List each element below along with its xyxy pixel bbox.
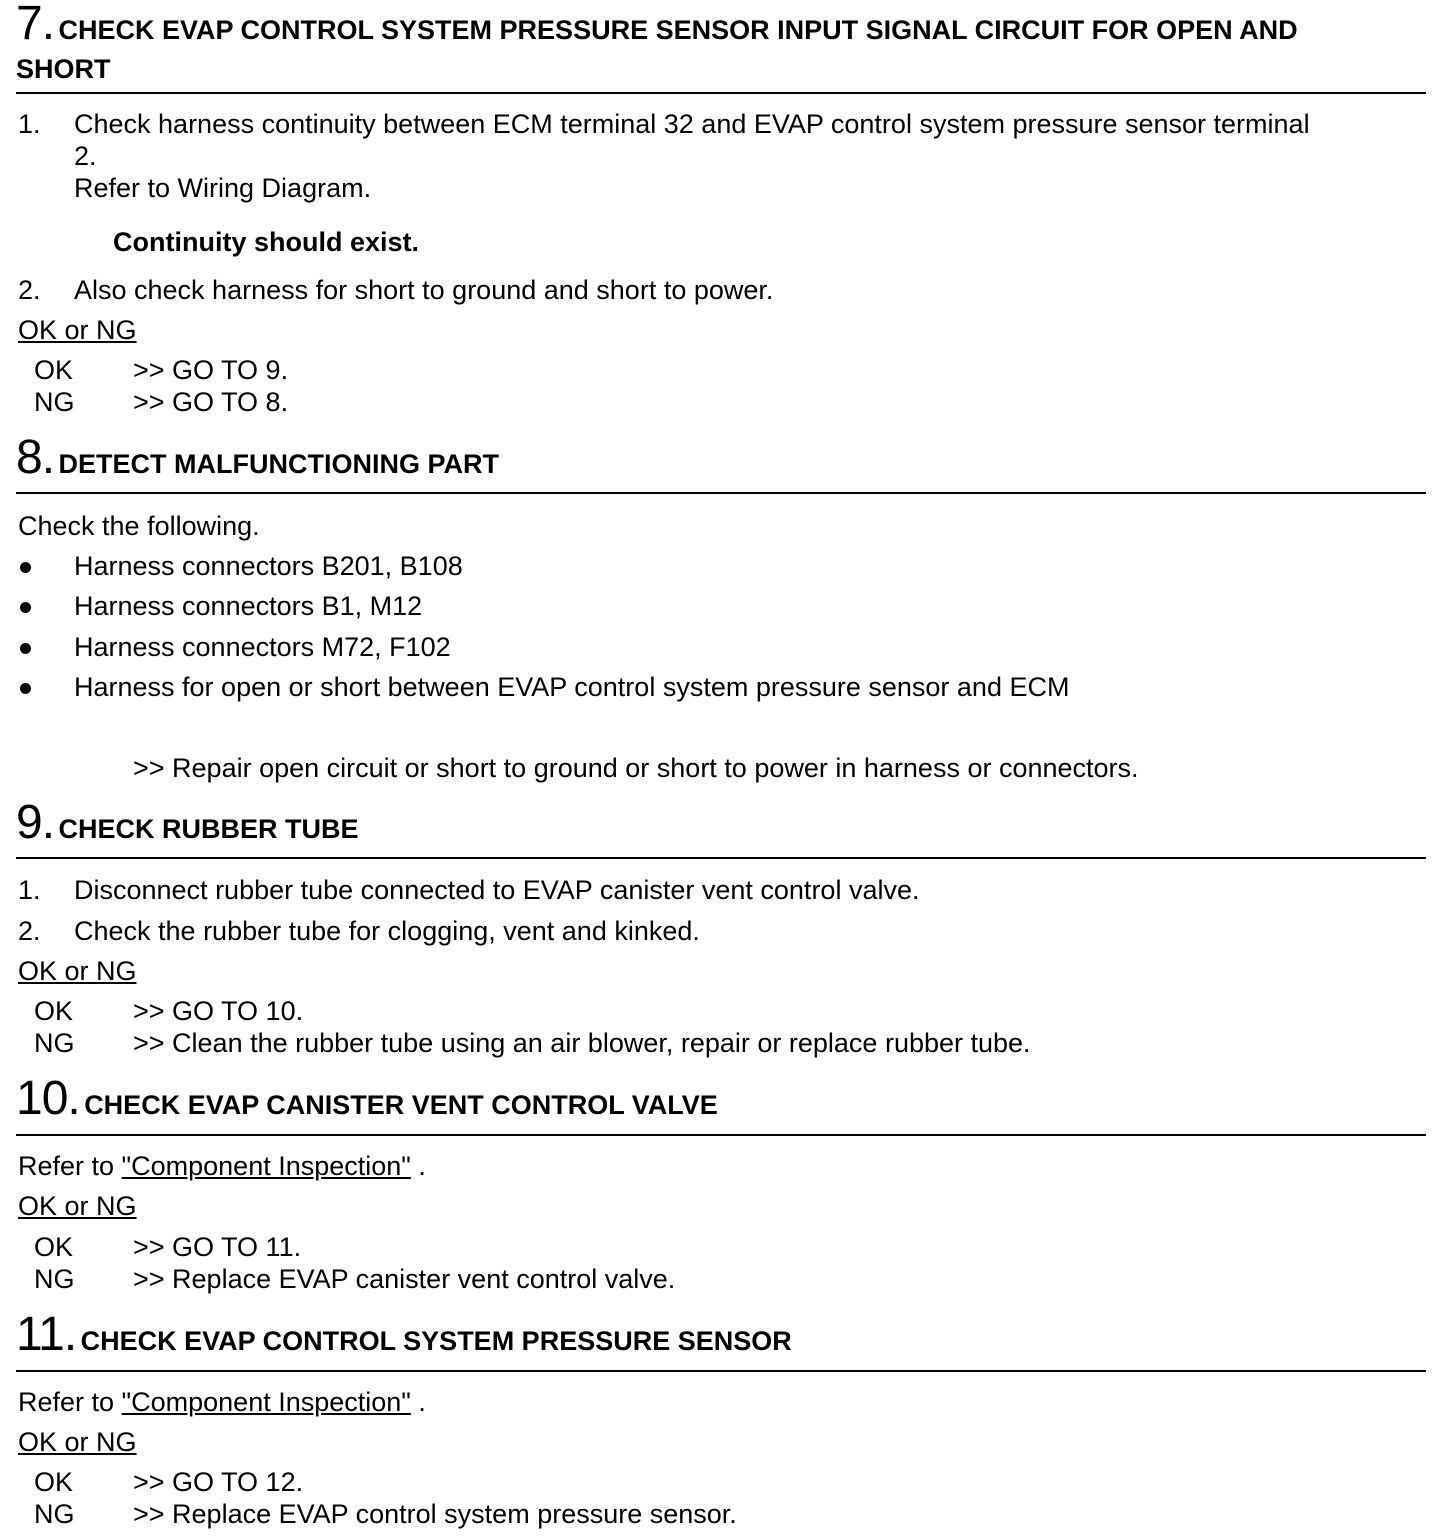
step-10-header bbox=[16, 1072, 1426, 1136]
ok-label: OK bbox=[34, 1232, 74, 1262]
ok-action: >> GO TO 11. bbox=[133, 1232, 302, 1262]
ok-label: OK bbox=[34, 1467, 74, 1497]
item-text: Check the rubber tube for clogging, vent and kinked. bbox=[74, 916, 700, 946]
ng-label: NG bbox=[34, 387, 75, 417]
step-title-continued: SHORT bbox=[16, 54, 111, 84]
step-number: 10. bbox=[16, 1072, 80, 1125]
bullet-icon bbox=[20, 602, 31, 613]
list-item: Harness for open or short between EVAP control system pressure sensor and ECM bbox=[74, 672, 1070, 702]
step-number: 7. bbox=[16, 0, 55, 50]
bullet-icon bbox=[20, 643, 31, 654]
ng-label: NG bbox=[34, 1028, 75, 1058]
item-text-continued: 2. bbox=[74, 141, 97, 171]
refer-text bbox=[18, 1150, 426, 1182]
item-text: Also check harness for short to ground and short to power. bbox=[74, 275, 774, 305]
step-11-header bbox=[16, 1308, 1426, 1372]
ng-action: >> Replace EVAP control system pressure sensor. bbox=[133, 1499, 737, 1529]
item-number: 2. bbox=[18, 275, 41, 305]
refer-prefix: Refer to bbox=[18, 1387, 122, 1417]
component-inspection-link[interactable]: "Component Inspection" bbox=[121, 1387, 411, 1417]
ng-action: >> GO TO 8. bbox=[133, 387, 289, 417]
item-number: 2. bbox=[18, 916, 41, 946]
step-number: 9. bbox=[16, 796, 55, 849]
ok-action: >> GO TO 10. bbox=[133, 996, 304, 1026]
ok-or-ng-label: OK or NG bbox=[18, 315, 137, 345]
ok-label: OK bbox=[34, 996, 74, 1026]
step-title: CHECK EVAP CONTROL SYSTEM PRESSURE SENSOR INPUT SIGNAL CIRCUIT FOR OPEN AND bbox=[58, 15, 1298, 45]
refer-prefix: Refer to bbox=[18, 1151, 122, 1181]
step-title: CHECK EVAP CANISTER VENT CONTROL VALVE bbox=[84, 1090, 718, 1120]
item-number: 1. bbox=[18, 875, 41, 905]
ng-label: NG bbox=[34, 1264, 75, 1294]
step-9-header bbox=[16, 796, 1426, 859]
step-title: CHECK RUBBER TUBE bbox=[58, 814, 359, 844]
refer-suffix: . bbox=[410, 1387, 426, 1417]
item-text: Disconnect rubber tube connected to EVAP canister vent control valve. bbox=[74, 875, 920, 905]
ok-or-ng-label: OK or NG bbox=[18, 956, 137, 986]
ok-or-ng-label: OK or NG bbox=[18, 1427, 137, 1457]
ok-action: >> GO TO 12. bbox=[133, 1467, 304, 1497]
step-number: 11. bbox=[16, 1308, 77, 1361]
wiring-diagram-reference: Refer to Wiring Diagram. bbox=[74, 173, 372, 203]
item-number: 1. bbox=[18, 109, 41, 139]
step-number: 8. bbox=[16, 431, 55, 484]
list-item: Harness connectors B1, M12 bbox=[74, 591, 423, 621]
ok-action: >> GO TO 9. bbox=[133, 355, 289, 385]
bullet-icon bbox=[20, 683, 31, 694]
specification: Continuity should exist. bbox=[113, 227, 420, 257]
step-7-header bbox=[16, 2, 1426, 94]
list-item: Harness connectors B201, B108 bbox=[74, 551, 463, 581]
ng-action: >> Replace EVAP canister vent control valve. bbox=[133, 1264, 676, 1294]
ng-action: >> Clean the rubber tube using an air blower, repair or replace rubber tube. bbox=[133, 1028, 1031, 1058]
step-8-header bbox=[16, 431, 1426, 494]
refer-text bbox=[18, 1386, 426, 1418]
ok-label: OK bbox=[34, 355, 74, 385]
list-item: Harness connectors M72, F102 bbox=[74, 632, 451, 662]
bullet-icon bbox=[20, 562, 31, 573]
ok-or-ng-label: OK or NG bbox=[18, 1191, 137, 1221]
repair-action: >> Repair open circuit or short to ground or short to power in harness or connectors. bbox=[133, 753, 1139, 783]
step-title: CHECK EVAP CONTROL SYSTEM PRESSURE SENSOR bbox=[80, 1326, 792, 1356]
step-title: DETECT MALFUNCTIONING PART bbox=[58, 449, 499, 479]
component-inspection-link[interactable]: "Component Inspection" bbox=[121, 1151, 411, 1181]
refer-suffix: . bbox=[410, 1151, 426, 1181]
intro-text: Check the following. bbox=[18, 511, 260, 541]
ng-label: NG bbox=[34, 1499, 75, 1529]
item-text: Check harness continuity between ECM terminal 32 and EVAP control system pressure sensor terminal bbox=[74, 109, 1310, 139]
